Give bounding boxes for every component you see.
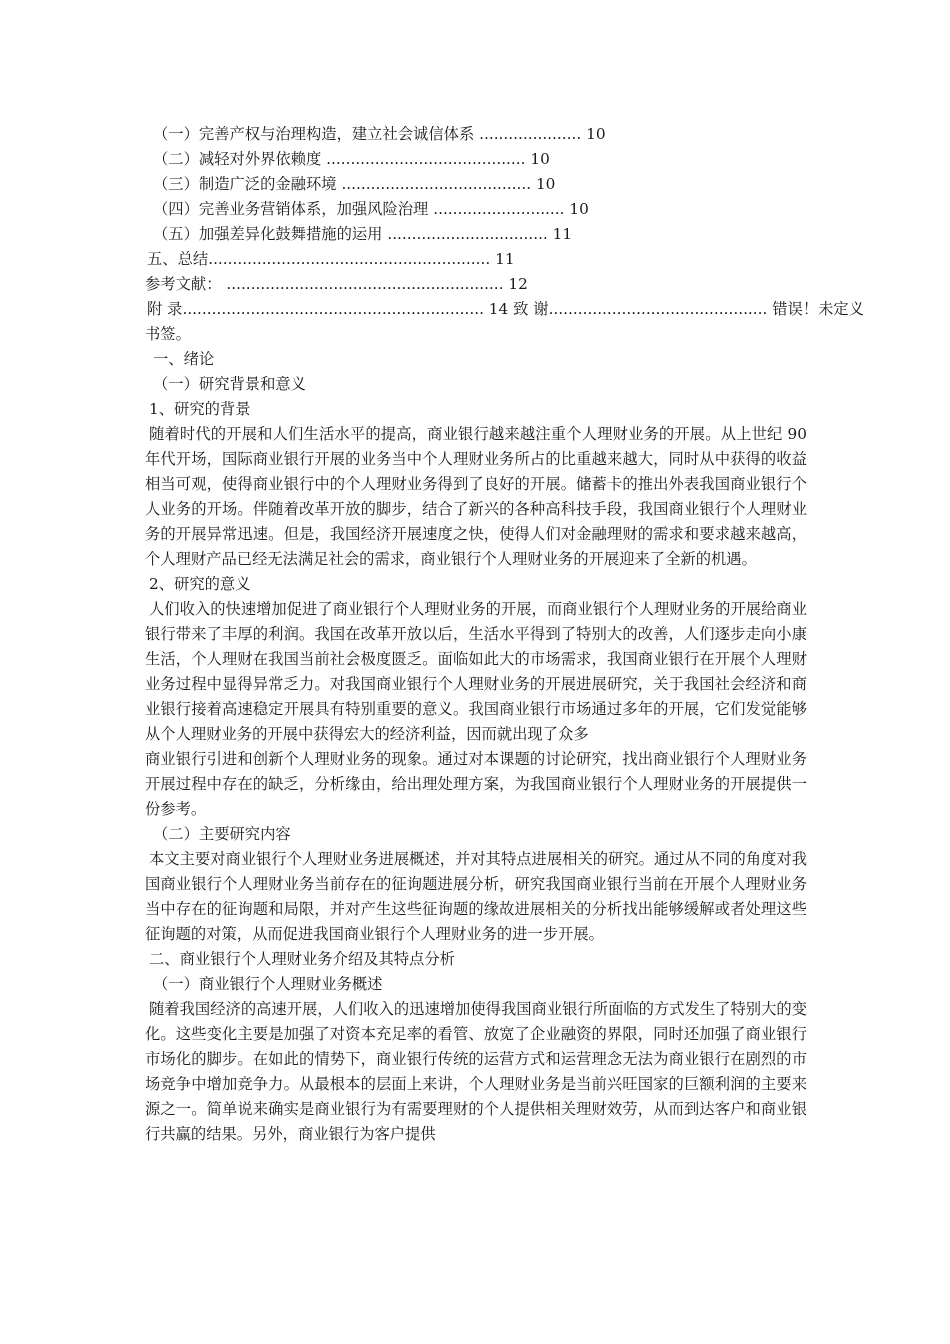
toc-leader-dots: .................................	[382, 225, 548, 243]
toc-entry-title: （一）完善产权与治理构造，建立社会诚信体系	[153, 125, 475, 143]
paragraph: 本文主要对商业银行个人理财业务进展概述，并对其特点进展相关的研究。通过从不同的角度对我国商业银行个人理财业务当前存在的征询题进展分析，研究我国商业银行当前在开展个人理财业务当中存在的征询题和局限，并对产生这些征询题的缘故进展相关的分析找出能够缓解或者处理这些征询题的对策，从而促进我国商业银行个人理财业务的进一步开展。	[145, 850, 807, 943]
toc-entry-title: （二）减轻对外界依赖度	[153, 150, 322, 168]
minor-heading: 1、研究的背景	[149, 400, 251, 418]
toc-entry[interactable]	[145, 197, 807, 222]
minor-heading: 2、研究的意义	[149, 575, 251, 593]
paragraph: 人们收入的快速增加促进了商业银行个人理财业务的开展，而商业银行个人理财业务的开展给商业银行带来了丰厚的利润。我国在改革开放以后，生活水平得到了特别大的改善，人们逐步走向小康生活，个人理财在我国当前社会极度匮乏。面临如此大的市场需求，我国商业银行在开展个人理财业务过程中显得异常乏力。对我国商业银行个人理财业务的开展进展研究，关于我国社会经济和商业银行接着高速稳定开展具有特别重要的意义。我国商业银行市场通过多年的开展，它们发觉能够从个人理财业务的开展中获得宏大的经济利益，因而就出现了众多	[145, 600, 807, 743]
toc-entry-title: 五、总结	[147, 250, 209, 268]
toc-appendix-wrap: 书签。	[145, 325, 191, 343]
toc-entry[interactable]	[145, 122, 807, 147]
subsection-heading: （二）主要研究内容	[153, 825, 291, 843]
table-of-contents	[145, 122, 865, 347]
toc-leader-dots: .......................................	[336, 175, 532, 193]
paragraph: 商业银行引进和创新个人理财业务的现象。通过对本课题的讨论研究，找出商业银行个人理财业务开展过程中存在的缺乏，分析缘由，给出理处理方案，为我国商业银行个人理财业务的开展提供一份参考。	[145, 750, 807, 818]
toc-entry[interactable]	[145, 272, 807, 297]
page-content	[145, 122, 865, 1147]
toc-page-number: 11	[490, 250, 515, 268]
toc-entry[interactable]	[145, 172, 807, 197]
toc-page-number: 10	[581, 125, 606, 143]
toc-entry-title: （五）加强差异化鼓舞措施的运用	[153, 225, 383, 243]
section-heading: 二、商业银行个人理财业务介绍及其特点分析	[149, 950, 455, 968]
toc-entry-title: （四）完善业务营销体系，加强风险治理	[153, 200, 429, 218]
paragraph: 随着时代的开展和人们生活水平的提高，商业银行越来越注重个人理财业务的开展。从上世纪 90 年代开场，国际商业银行开展的业务当中个人理财业务所占的比重越来越大，同时从中获得的收益相当可观，使得商业银行中的个人理财业务得到了良好的开展。储蓄卡的推出外表我国商业银行个人业务的开场。伴随着改革开放的脚步，结合了新兴的各种高科技手段，我国商业银行个人理财业务的开展异常迅速。但是，我国经济开展速度之快，使得人们对金融理财的需求和要求越来越高，个人理财产品已经无法满足社会的需求，商业银行个人理财业务的开展迎来了全新的机遇。	[145, 425, 807, 568]
toc-page-number: 11	[547, 225, 573, 243]
section-heading: 一、绪论	[153, 350, 215, 368]
toc-page-number: 10	[525, 150, 550, 168]
toc-entry[interactable]	[145, 147, 807, 172]
toc-entry[interactable]	[145, 247, 807, 272]
toc-page-number: 10	[531, 175, 556, 193]
toc-page-number: 12	[503, 275, 528, 293]
subsection-heading: （一）商业银行个人理财业务概述	[153, 975, 383, 993]
toc-page-number: 10	[564, 200, 589, 218]
toc-leader-dots: .........................................................	[221, 275, 504, 293]
paragraph: 随着我国经济的高速开展，人们收入的迅速增加使得我国商业银行所面临的方式发生了特别大的变化。这些变化主要是加强了对资本充足率的看管、放宽了企业融资的界限，同时还加强了商业银行市场化的脚步。在如此的情势下，商业银行传统的运营方式和运营理念无法为商业银行在剧烈的市场竞争中增加竞争力。从最根本的层面上来讲，个人理财业务是当前兴旺国家的巨额利润的主要来源之一。简单说来确实是商业银行为有需要理财的个人提供相关理财效劳，从而到达客户和商业银行共赢的结果。另外，商业银行为客户提供	[145, 1000, 807, 1143]
toc-entry-title: （三）制造广泛的金融环境	[153, 175, 337, 193]
subsection-heading: （一）研究背景和意义	[153, 375, 306, 393]
toc-appendix-line[interactable]: 附 录.............................................................. 14 致 谢............................................. 错误！未定义	[147, 300, 865, 318]
toc-leader-dots: .........................................	[321, 150, 526, 168]
toc-entry-title: 参考文献：	[145, 275, 222, 293]
toc-entry[interactable]	[145, 222, 807, 247]
toc-leader-dots: ..........................................................	[208, 250, 491, 268]
toc-leader-dots: .....................	[474, 125, 582, 143]
toc-leader-dots: ...........................	[428, 200, 565, 218]
